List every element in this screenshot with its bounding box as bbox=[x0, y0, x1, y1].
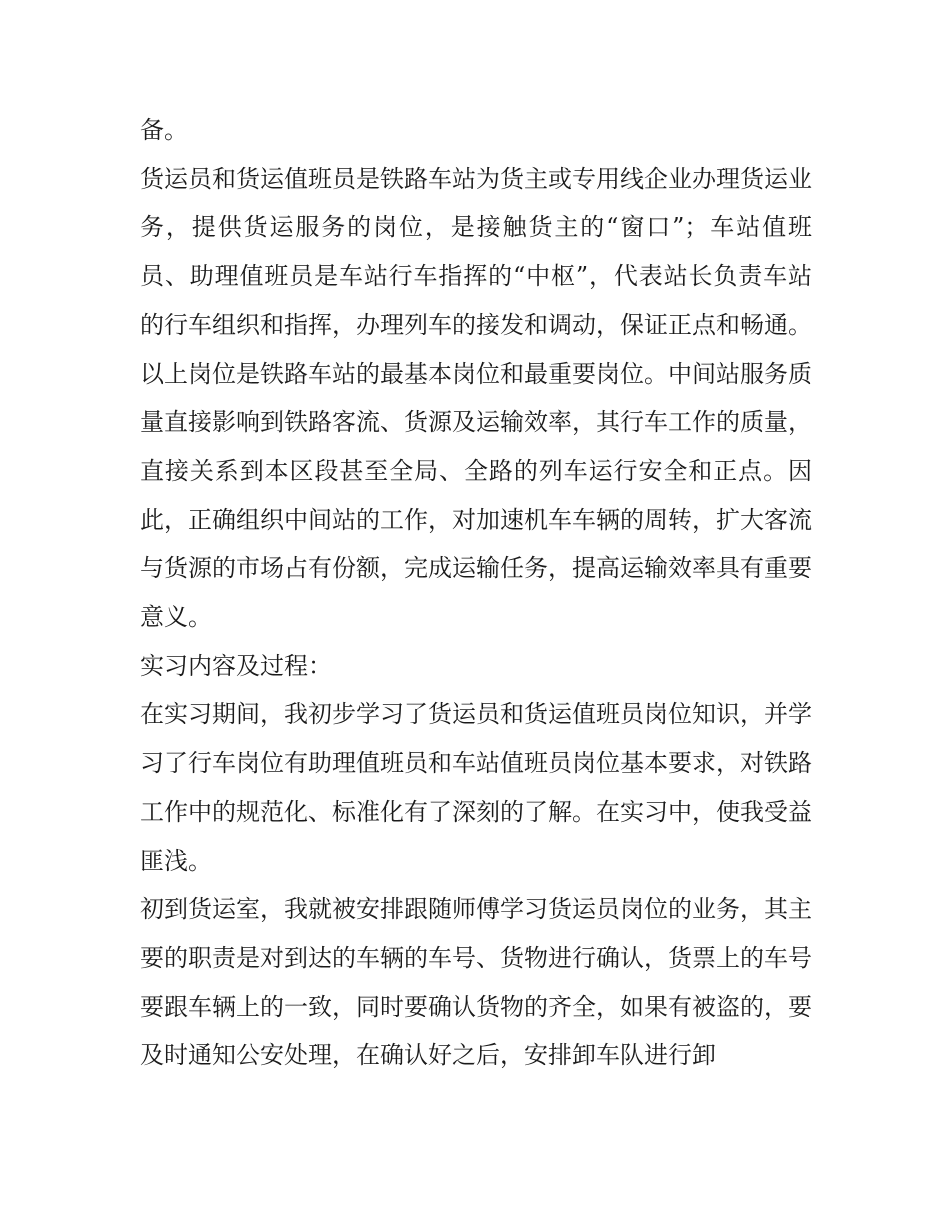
paragraph-continuation: 备。 bbox=[140, 116, 188, 144]
document-body bbox=[140, 106, 812, 1080]
section-heading-internship-content: 实习内容及过程： bbox=[140, 651, 332, 680]
paragraph-internship-period: 在实习期间，我初步学习了货运员和货运值班员岗位知识，并学习了行车岗位有助理值班员和车站值班员岗位基本要求，对铁路工作中的规范化、标准化有了深刻的了解。在实习中，使我受益匪浅。 bbox=[140, 700, 812, 875]
paragraph-freight-office: 初到货运室，我就被安排跟随师傅学习货运员岗位的业务，其主要的职责是对到达的车辆的车号、货物进行确认，货票上的车号要跟车辆上的一致，同时要确认货物的齐全，如果有被盗的，要及时通知公安处理，在确认好之后，安排卸车队进行卸 bbox=[140, 895, 812, 1070]
paragraph-freight-roles: 货运员和货运值班员是铁路车站为货主或专用线企业办理货运业务，提供货运服务的岗位，是接触货主的“窗口”；车站值班员、助理值班员是车站行车指挥的“中枢”，代表站长负责车站的行车组织和指挥，办理列车的接发和调动，保证正点和畅通。以上岗位是铁路车站的最基本岗位和最重要岗位。中间站服务质量直接影响到铁路客流、货源及运输效率，其行车工作的质量，直接关系到本区段甚至全局、全路的列车运行安全和正点。因此，正确组织中间站的工作，对加速机车车辆的周转，扩大客流与货源的市场占有份额，完成运输任务，提高运输效率具有重要意义。 bbox=[140, 164, 812, 632]
